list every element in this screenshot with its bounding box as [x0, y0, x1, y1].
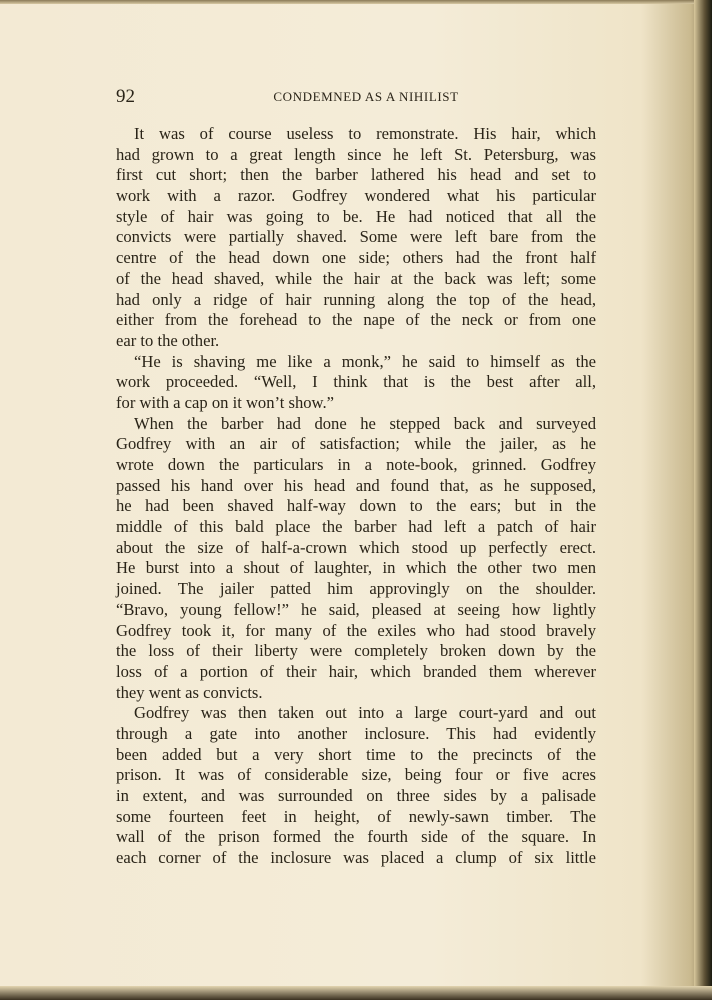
- text-line: first cut short; then the barber lathered his head and set to: [116, 165, 596, 185]
- book-spine-edge: [694, 0, 712, 1000]
- text-line: wall of the prison formed the fourth side of the square. In: [116, 827, 596, 847]
- page-bottom-edge: [0, 986, 712, 1000]
- page-number: 92: [116, 86, 135, 107]
- text-line: they went as convicts.: [116, 682, 263, 702]
- running-title: CONDEMNED AS A NIHILIST: [273, 89, 459, 104]
- text-line: ear to the other.: [116, 330, 220, 350]
- text-line: centre of the head down one side; others had the front half: [116, 248, 596, 268]
- text-line: passed his hand over his head and found that, as he supposed,: [116, 475, 596, 495]
- text-line: some fourteen feet in height, of newly-sawn timber. The: [116, 806, 596, 826]
- text-line: he had been shaved half-way down to the ears; but in the: [116, 496, 596, 516]
- text-line: wrote down the particulars in a note-book, grinned. Godfrey: [116, 455, 596, 474]
- text-line: style of hair was going to be. He had noticed that all the: [116, 206, 596, 226]
- text-line: loss of a portion of their hair, which branded them wherever: [116, 661, 596, 681]
- text-line: of the head shaved, while the hair at the back was left; some: [116, 268, 596, 288]
- body-text: [116, 124, 596, 869]
- text-line: had grown to a great length since he left St. Petersburg, was: [116, 144, 596, 164]
- text-line: “He is shaving me like a monk,” he said to himself as the: [134, 351, 596, 371]
- text-line: for with a cap on it won’t show.”: [116, 392, 334, 412]
- text-line: joined. The jailer patted him approvingly on the shoulder.: [116, 579, 596, 599]
- text-line: prison. It was of considerable size, being four or five acres: [116, 765, 596, 785]
- text-line: When the barber had done he stepped back and surveyed: [134, 413, 596, 433]
- text-line: Godfrey was then taken out into a large court-yard and out: [134, 703, 596, 723]
- text-line: through a gate into another inclosure. This had evidently: [116, 723, 596, 743]
- text-line: He burst into a shout of laughter, in which the other two men: [116, 558, 596, 578]
- text-line: in extent, and was surrounded on three sides by a palisade: [116, 786, 596, 805]
- text-line: Godfrey took it, for many of the exiles who had stood bravely: [116, 620, 596, 640]
- text-line: each corner of the inclosure was placed a clump of six little: [116, 848, 596, 868]
- text-line: Godfrey with an air of satisfaction; while the jailer, as he: [116, 434, 596, 454]
- text-line: “Bravo, young fellow!” he said, pleased at seeing how lightly: [116, 599, 596, 619]
- text-line: work with a razor. Godfrey wondered what his particular: [116, 186, 596, 206]
- page-top-edge: [0, 0, 712, 4]
- text-line: middle of this bald place the barber had left a patch of hair: [116, 517, 596, 537]
- text-line: about the size of half-a-crown which stood up perfectly erect.: [116, 537, 596, 557]
- text-line: work proceeded. “Well, I think that is the best after all,: [116, 372, 596, 392]
- text-line: the loss of their liberty were completely broken down by the: [116, 641, 596, 661]
- text-line: convicts were partially shaved. Some were left bare from the: [116, 227, 596, 247]
- text-line: been added but a very short time to the precincts of the: [116, 744, 596, 764]
- page-header: [116, 86, 596, 110]
- text-line: It was of course useless to remonstrate. His hair, which: [134, 124, 596, 143]
- text-line: either from the forehead to the nape of the neck or from one: [116, 310, 596, 330]
- text-line: had only a ridge of hair running along the top of the head,: [116, 289, 596, 309]
